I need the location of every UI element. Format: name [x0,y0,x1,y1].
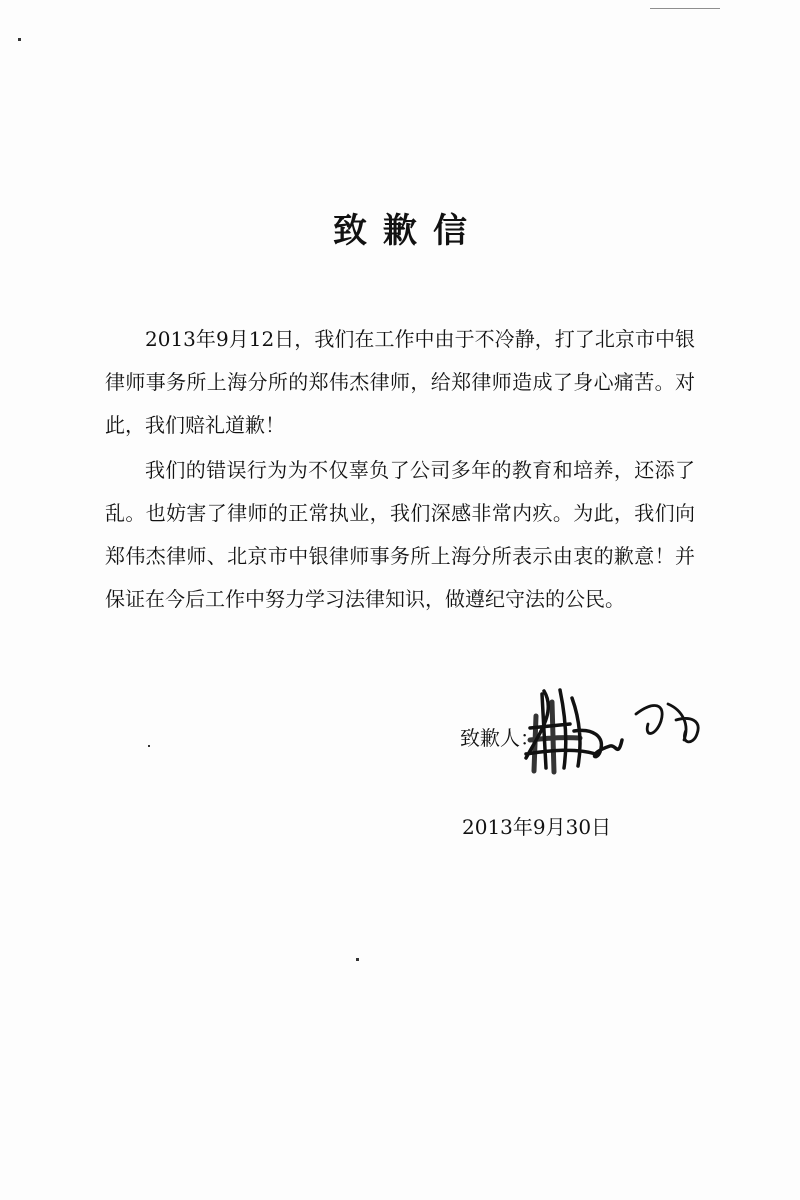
letter-date: 2013年9月30日 [462,815,612,839]
signature-block [460,716,720,796]
signature-label: 致歉人： [460,726,540,750]
letter-title: 致歉信 [333,210,483,251]
scan-mark-bottom [356,958,359,961]
scan-mark-top-left [18,38,21,41]
handwritten-signature [516,676,716,786]
letter-paragraph-1: 2013年9月12日，我们在工作中由于不冷静，打了北京市中银律师事务所上海分所的郑伟杰律师，给郑律师造成了身心痛苦。对此，我们赔礼道歉！ [105,327,695,437]
scan-mark-top-right [650,8,720,9]
letter-paragraph-2: 我们的错误行为为不仅辜负了公司多年的教育和培养，还添了乱。也妨害了律师的正常执业，我们深感非常内疚。为此，我们向郑伟杰律师、北京市中银律师事务所上海分所表示由衷的歉意！并保证在今后工作中努力学习法律知识，做遵纪守法的公民。 [105,458,695,611]
scan-mark-left-middle [148,745,150,747]
